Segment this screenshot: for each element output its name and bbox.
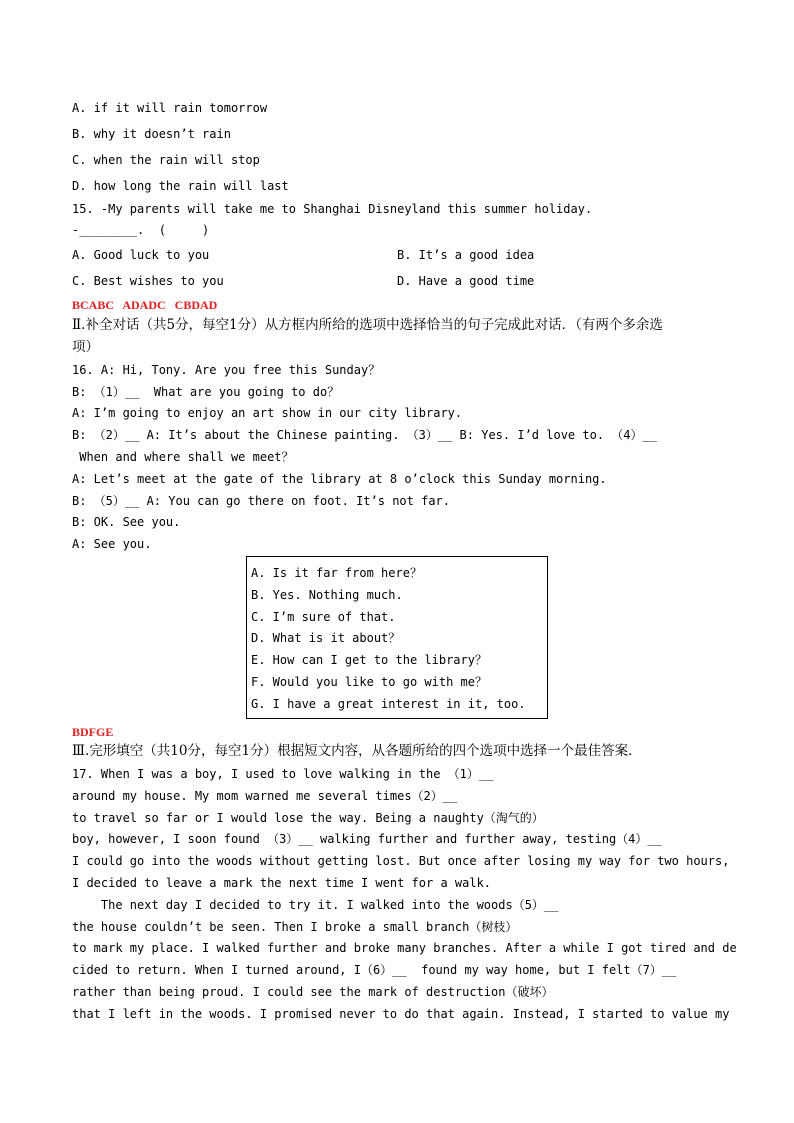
passage-line: cided to return. When I turned around, I（6）__ found my way home, but I felt（7）__ [72,963,677,977]
options-box [246,556,548,719]
q15-option-b: B. It’s a good idea [397,248,535,262]
q14-option-d: D. how long the rain will last [72,179,289,193]
answer-key-1: BCABC ADADC CBDAD [72,298,218,312]
passage-line: around my house. My mom warned me several times（2）__ [72,789,458,803]
passage-line: boy, however, I soon found （3）__ walking further and further away, testing（4）__ [72,832,662,846]
dialogue-line: 16. A: Hi, Tony. Are you free this Sunday？ [72,363,381,377]
box-option-d: D. What is it about？ [251,631,401,645]
passage-line: that I left in the woods. I promised never to do that again. Instead, I started to value my [72,1007,730,1021]
passage-line: rather than being proud. I could see the mark of destruction（破坏） [72,985,554,999]
dialogue-line: A: I’m going to enjoy an art show in our city library. [72,406,463,420]
q15-option-c: C. Best wishes to you [72,274,224,288]
dialogue-line: When and where shall we meet？ [72,450,294,464]
q15-option-d: D. Have a good time [397,274,535,288]
passage-line: to mark my place. I walked further and broke many branches. After a while I got tired and de [72,941,737,955]
box-option-a: A. Is it far from here？ [251,566,422,580]
box-option-c: C. I’m sure of that. [251,610,396,624]
dialogue-line: A: Let’s meet at the gate of the library at 8 o’clock this Sunday morning. [72,472,607,486]
q15-option-a: A. Good luck to you [72,248,210,262]
dialogue-line: B: （2）__ A: It’s about the Chinese painting. （3）__ B: Yes. I’d love to. （4）__ [72,428,657,442]
q14-option-c: C. when the rain will stop [72,153,260,167]
dialogue-line: B: （1）__ What are you going to do？ [72,385,340,399]
section3-heading: Ⅲ.完形填空（共10分，每空1分）根据短文内容，从各题所给的四个选项中选择一个最佳答案． [72,743,642,759]
box-option-b: B. Yes. Nothing much. [251,588,403,602]
section2-heading-cont: 项） [72,339,99,355]
passage-line: to travel so far or I would lose the way. Being a naughty（淘气的） [72,811,544,825]
passage-line: The next day I decided to try it. I walked into the woods（5）__ [72,898,559,912]
q15-blank: -________. ( ) [72,223,210,237]
dialogue-line: B: （5）__ A: You can go there on foot. It’s not far. [72,494,451,508]
answer-key-2: BDFGE [72,725,114,739]
section2-heading: Ⅱ.补全对话（共5分，每空1分）从方框内所给的选项中选择恰当的句子完成此对话．（有两个多余选 [72,317,663,333]
dialogue-line: A: See you. [72,537,152,551]
box-option-g: G. I have a great interest in it, too. [251,697,526,711]
q14-option-b: B. why it doesn’t rain [72,127,231,141]
passage-line: I decided to leave a mark the next time I went for a walk. [72,876,492,890]
passage-line: 17. When I was a boy, I used to love walking in the （1）__ [72,767,494,781]
box-option-e: E. How can I get to the library？ [251,653,487,667]
passage-line: the house couldn’t be seen. Then I broke a small branch（树枝） [72,920,518,934]
q14-option-a: A. if it will rain tomorrow [72,101,268,115]
passage-line: I could go into the woods without getting lost. But once after losing my way for two hours, [72,854,730,868]
q15-prompt: 15. -My parents will take me to Shanghai Disneyland this summer holiday. [72,202,593,216]
dialogue-line: B: OK. See you. [72,515,181,529]
box-option-f: F. Would you like to go with me？ [251,675,487,689]
